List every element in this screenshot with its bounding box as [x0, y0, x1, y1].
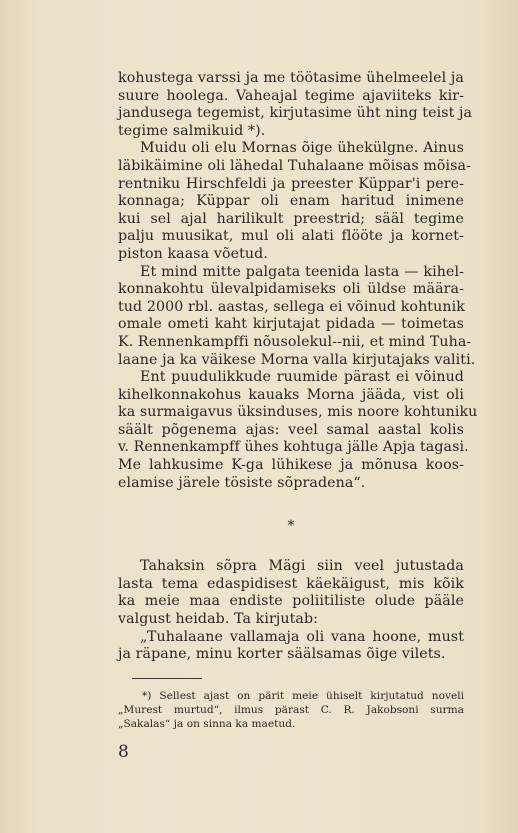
text-line: suure hoolega. Vaheajal tegime ajaviiteks kir-: [118, 87, 464, 104]
text-line: elamise järele tösiste sõpradena“.: [118, 474, 366, 491]
text-line: ka meie maa endiste poliitiliste olude pääle: [118, 593, 464, 610]
text-line: K. Rennenkampffi nõusolekul--nii, et mind Tuha-: [118, 333, 472, 350]
footnote-line: „Murest murtud“, ilmus pärast C. R. Jakobsoni surma: [118, 703, 464, 716]
text-line: Tahaksin sõpra Mägi siin veel jutustada: [140, 558, 464, 575]
page-number: 8: [118, 742, 129, 762]
text-line: tegime salmikuid *).: [118, 122, 266, 139]
paragraph: [118, 140, 472, 263]
footnote-line: *) Sellest ajast on pärit meie ühiselt kirjutatud noveli: [142, 689, 464, 702]
text-line: Et mind mitte palgata teenida lasta — kihel-: [140, 263, 464, 280]
text-line: piston kaasa võetud.: [118, 245, 268, 262]
footnote-line: „Sakalas“ ja on sinna ka maetud.: [118, 717, 296, 730]
section-separator: *: [287, 518, 295, 535]
paragraph: [118, 263, 476, 370]
text-line: Ent puudulikkude ruumide pärast ei võinud: [140, 369, 464, 386]
text-line: Muidu oli elu Mornas õige ühekülgne. Ainus: [140, 140, 464, 157]
paragraph: [118, 369, 478, 492]
text-line: ka surmaigavus üksinduses, mis noore kohtuniku: [118, 404, 478, 421]
text-line: palju muusikat, mul oli alati flööte ja kornet-: [118, 228, 464, 245]
text-line: ja räpane, minu korter säälsamas õige vilets.: [118, 646, 446, 663]
paragraph: [118, 70, 473, 140]
text-line: kihelkonnakohus kauaks Morna jääda, vist oli: [118, 386, 464, 403]
paragraph: [118, 629, 464, 664]
text-line: jandusega tegemist, kirjutasime üht ning teist ja: [118, 105, 473, 122]
text-line: konnaga; Küppar oli enam haritud inimene: [118, 193, 464, 210]
footnote: [118, 689, 464, 731]
text-line: konnakohtu ülevalpidamiseks oli üldse määra-: [118, 281, 464, 298]
text-column: [118, 70, 478, 731]
text-line: Me lahkusime K-ga lühikese ja mõnusa koos-: [118, 457, 464, 474]
text-line: valgust heidab. Ta kirjutab:: [118, 611, 319, 628]
text-line: laane ja ka väikese Morna valla kirjutajaks valiti.: [118, 351, 476, 368]
text-line: lasta tema edaspidisest käekäigust, mis kõik: [118, 575, 464, 592]
text-line: tud 2000 rbl. aastas, sellega ei võinud kohtunik: [118, 298, 465, 315]
text-line: „Tuhalaane vallamaja oli vana hoone, must: [140, 628, 464, 645]
main-text-bottom: [118, 558, 464, 664]
footnote-rule: [132, 678, 202, 679]
text-line: omale ometi kaht kirjutajat pidada — toimetas: [118, 316, 464, 333]
text-line: kui sel ajal harilikult preestrid; sääl tegime: [118, 210, 464, 227]
main-text-top: [118, 70, 478, 492]
text-line: läbikäimine oli lähedal Tuhalaane mõisas mõisa-: [118, 157, 472, 174]
text-line: kohustega varssi ja me töötasime ühelmeelel ja: [118, 70, 464, 86]
text-line: rentniku Hirschfeldi ja preester Küppar'i pere-: [118, 175, 464, 192]
paragraph: [118, 558, 464, 628]
text-line: säält põgenema ajas: veel samal aastal kolis: [118, 421, 464, 438]
text-line: v. Rennenkampff ühes kohtuga jälle Apja tagasi.: [118, 439, 469, 456]
